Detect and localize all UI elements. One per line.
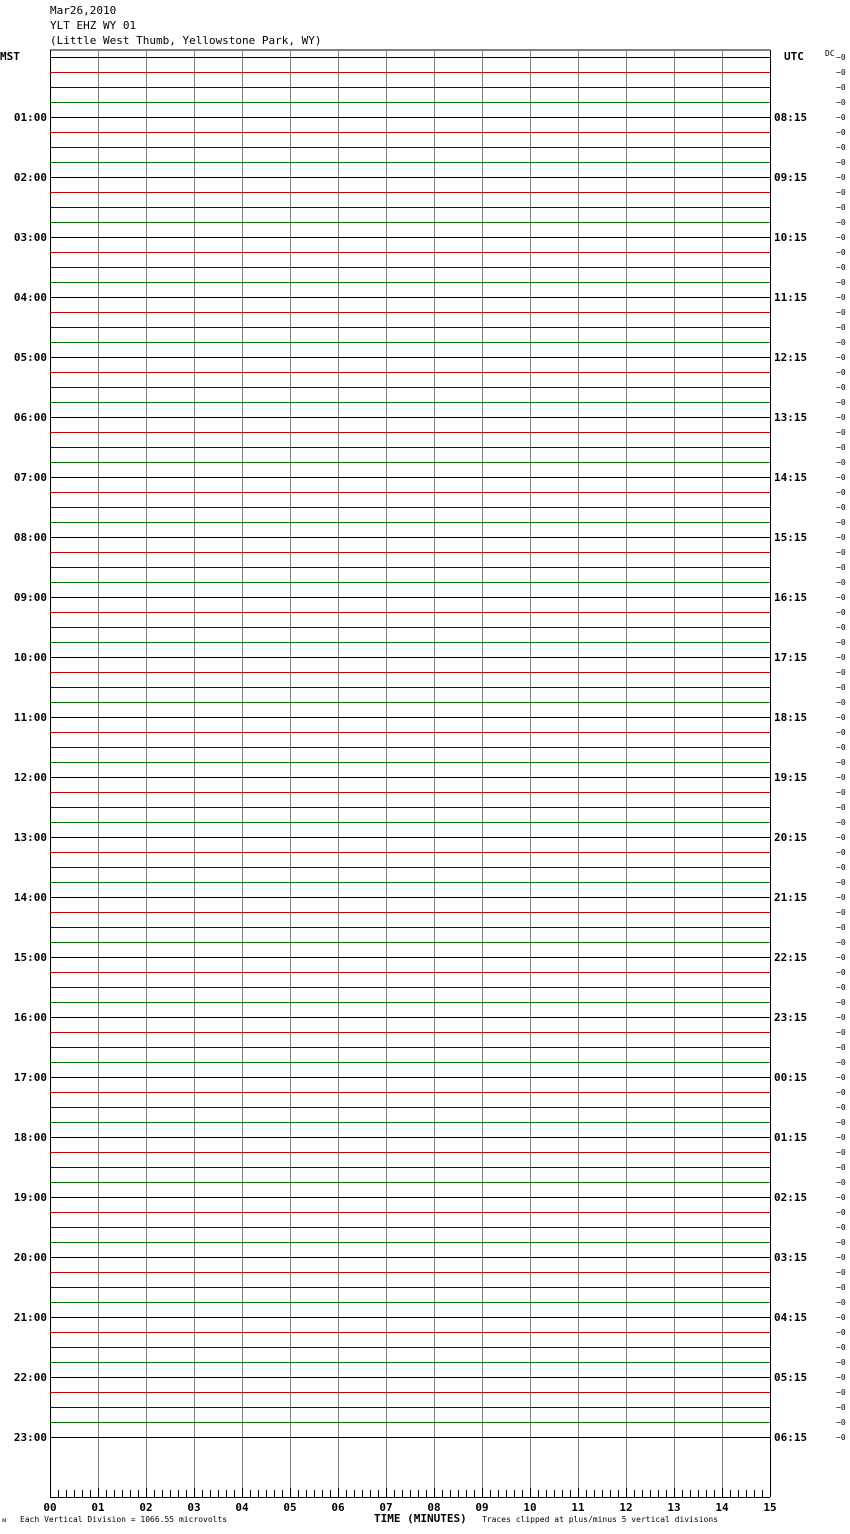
x-tick-label: 11 bbox=[571, 1501, 585, 1514]
dc-offset-value: −0 bbox=[836, 323, 846, 332]
reference-mark: ᴍ bbox=[2, 1516, 7, 1524]
left-hour-label: 11:00 bbox=[13, 711, 47, 724]
dc-offset-value: −0 bbox=[836, 233, 846, 242]
right-hour-label: 13:15 bbox=[774, 411, 808, 424]
dc-offset-value: −0 bbox=[836, 623, 846, 632]
dc-offset-value: −0 bbox=[836, 818, 846, 827]
dc-offset-header: DC bbox=[825, 49, 835, 58]
dc-offset-value: −0 bbox=[836, 833, 846, 842]
dc-offset-value: −0 bbox=[836, 653, 846, 662]
dc-offset-value: −0 bbox=[836, 503, 846, 512]
dc-offset-labels bbox=[836, 53, 846, 1442]
x-tick-label: 12 bbox=[619, 1501, 633, 1514]
right-hour-label: 00:15 bbox=[774, 1071, 808, 1084]
dc-offset-value: −0 bbox=[836, 113, 846, 122]
dc-offset-value: −0 bbox=[836, 308, 846, 317]
left-hour-label: 07:00 bbox=[13, 471, 47, 484]
dc-offset-value: −0 bbox=[836, 1028, 846, 1037]
dc-offset-value: −0 bbox=[836, 743, 846, 752]
dc-offset-value: −0 bbox=[836, 203, 846, 212]
dc-offset-value: −0 bbox=[836, 683, 846, 692]
x-tick-label: 07 bbox=[379, 1501, 393, 1514]
left-hour-label: 03:00 bbox=[13, 231, 47, 244]
right-hour-labels bbox=[774, 111, 807, 1444]
dc-offset-value: −0 bbox=[836, 1328, 846, 1337]
station-id: YLT EHZ WY 01 bbox=[50, 19, 137, 32]
dc-offset-value: −0 bbox=[836, 668, 846, 677]
dc-offset-value: −0 bbox=[836, 98, 846, 107]
dc-offset-value: −0 bbox=[836, 533, 846, 542]
dc-offset-value: −0 bbox=[836, 248, 846, 257]
left-hour-label: 09:00 bbox=[13, 591, 47, 604]
dc-offset-value: −0 bbox=[836, 893, 846, 902]
dc-offset-value: −0 bbox=[836, 563, 846, 572]
dc-offset-value: −0 bbox=[836, 293, 846, 302]
dc-offset-value: −0 bbox=[836, 488, 846, 497]
left-hour-label: 12:00 bbox=[13, 771, 47, 784]
dc-offset-value: −0 bbox=[836, 878, 846, 887]
dc-offset-value: −0 bbox=[836, 1223, 846, 1232]
x-tick-label: 15 bbox=[763, 1501, 777, 1514]
dc-offset-value: −0 bbox=[836, 1433, 846, 1442]
dc-offset-value: −0 bbox=[836, 1373, 846, 1382]
dc-offset-value: −0 bbox=[836, 1268, 846, 1277]
left-hour-label: 15:00 bbox=[13, 951, 47, 964]
station-location: (Little West Thumb, Yellowstone Park, WY) bbox=[50, 34, 322, 47]
right-hour-label: 02:15 bbox=[774, 1191, 808, 1204]
dc-offset-value: −0 bbox=[836, 1193, 846, 1202]
dc-offset-value: −0 bbox=[836, 1043, 846, 1052]
dc-offset-value: −0 bbox=[836, 158, 846, 167]
dc-offset-value: −0 bbox=[836, 728, 846, 737]
right-hour-label: 21:15 bbox=[774, 891, 808, 904]
x-tick-label: 13 bbox=[667, 1501, 681, 1514]
clipping-note: Traces clipped at plus/minus 5 vertical divisions bbox=[482, 1515, 719, 1524]
dc-offset-value: −0 bbox=[836, 1418, 846, 1427]
right-hour-label: 12:15 bbox=[774, 351, 808, 364]
dc-offset-value: −0 bbox=[836, 983, 846, 992]
right-hour-label: 11:15 bbox=[774, 291, 808, 304]
right-hour-label: 08:15 bbox=[774, 111, 808, 124]
dc-offset-value: −0 bbox=[836, 1058, 846, 1067]
right-hour-label: 04:15 bbox=[774, 1311, 808, 1324]
dc-offset-value: −0 bbox=[836, 548, 846, 557]
right-hour-label: 19:15 bbox=[774, 771, 808, 784]
dc-offset-value: −0 bbox=[836, 383, 846, 392]
left-hour-label: 01:00 bbox=[13, 111, 47, 124]
dc-offset-value: −0 bbox=[836, 398, 846, 407]
dc-offset-value: −0 bbox=[836, 923, 846, 932]
dc-offset-value: −0 bbox=[836, 1013, 846, 1022]
dc-offset-value: −0 bbox=[836, 428, 846, 437]
left-hour-label: 10:00 bbox=[13, 651, 47, 664]
left-hour-label: 13:00 bbox=[13, 831, 47, 844]
dc-offset-value: −0 bbox=[836, 353, 846, 362]
dc-offset-value: −0 bbox=[836, 1358, 846, 1367]
dc-offset-value: −0 bbox=[836, 1388, 846, 1397]
dc-offset-value: −0 bbox=[836, 188, 846, 197]
x-tick-label: 01 bbox=[91, 1501, 105, 1514]
vertical-scale-note: Each Vertical Division = 1066.55 microvolts bbox=[20, 1515, 228, 1524]
dc-offset-value: −0 bbox=[836, 128, 846, 137]
dc-offset-value: −0 bbox=[836, 998, 846, 1007]
dc-offset-value: −0 bbox=[836, 1208, 846, 1217]
dc-offset-value: −0 bbox=[836, 578, 846, 587]
right-hour-label: 01:15 bbox=[774, 1131, 808, 1144]
helicorder-date: Mar26,2010 bbox=[50, 4, 117, 17]
dc-offset-value: −0 bbox=[836, 593, 846, 602]
dc-offset-value: −0 bbox=[836, 83, 846, 92]
dc-offset-value: −0 bbox=[836, 698, 846, 707]
left-hour-label: 21:00 bbox=[13, 1311, 47, 1324]
right-hour-label: 20:15 bbox=[774, 831, 808, 844]
dc-offset-value: −0 bbox=[836, 1133, 846, 1142]
right-hour-label: 22:15 bbox=[774, 951, 808, 964]
dc-offset-value: −0 bbox=[836, 908, 846, 917]
time-axis-title: TIME (MINUTES) bbox=[374, 1512, 467, 1525]
right-timezone-label: UTC bbox=[784, 50, 804, 63]
dc-offset-value: −0 bbox=[836, 848, 846, 857]
seismic-traces bbox=[50, 58, 770, 1438]
dc-offset-value: −0 bbox=[836, 173, 846, 182]
dc-offset-value: −0 bbox=[836, 443, 846, 452]
right-hour-label: 09:15 bbox=[774, 171, 808, 184]
dc-offset-value: −0 bbox=[836, 968, 846, 977]
right-hour-label: 06:15 bbox=[774, 1431, 808, 1444]
dc-offset-value: −0 bbox=[836, 53, 846, 62]
dc-offset-value: −0 bbox=[836, 608, 846, 617]
dc-offset-value: −0 bbox=[836, 863, 846, 872]
x-tick-label: 02 bbox=[139, 1501, 153, 1514]
left-hour-label: 23:00 bbox=[13, 1431, 47, 1444]
x-tick-label: 08 bbox=[427, 1501, 441, 1514]
dc-offset-value: −0 bbox=[836, 803, 846, 812]
right-hour-label: 03:15 bbox=[774, 1251, 808, 1264]
right-hour-label: 23:15 bbox=[774, 1011, 808, 1024]
dc-offset-value: −0 bbox=[836, 1163, 846, 1172]
dc-offset-value: −0 bbox=[836, 1403, 846, 1412]
left-hour-label: 16:00 bbox=[13, 1011, 47, 1024]
left-hour-label: 14:00 bbox=[13, 891, 47, 904]
right-hour-label: 18:15 bbox=[774, 711, 808, 724]
time-axis bbox=[43, 1488, 776, 1514]
dc-offset-value: −0 bbox=[836, 1313, 846, 1322]
dc-offset-value: −0 bbox=[836, 458, 846, 467]
dc-offset-value: −0 bbox=[836, 1298, 846, 1307]
dc-offset-value: −0 bbox=[836, 773, 846, 782]
left-hour-label: 04:00 bbox=[13, 291, 47, 304]
dc-offset-value: −0 bbox=[836, 473, 846, 482]
left-hour-labels bbox=[14, 111, 47, 1444]
dc-offset-value: −0 bbox=[836, 1148, 846, 1157]
dc-offset-value: −0 bbox=[836, 338, 846, 347]
x-tick-label: 06 bbox=[331, 1501, 345, 1514]
dc-offset-value: −0 bbox=[836, 413, 846, 422]
left-hour-label: 22:00 bbox=[13, 1371, 47, 1384]
dc-offset-value: −0 bbox=[836, 938, 846, 947]
x-tick-label: 03 bbox=[187, 1501, 201, 1514]
right-hour-label: 05:15 bbox=[774, 1371, 808, 1384]
dc-offset-value: −0 bbox=[836, 218, 846, 227]
left-hour-label: 08:00 bbox=[13, 531, 47, 544]
dc-offset-value: −0 bbox=[836, 518, 846, 527]
x-tick-label: 10 bbox=[523, 1501, 537, 1514]
left-hour-label: 17:00 bbox=[13, 1071, 47, 1084]
dc-offset-value: −0 bbox=[836, 68, 846, 77]
right-hour-label: 16:15 bbox=[774, 591, 808, 604]
x-tick-label: 04 bbox=[235, 1501, 249, 1514]
dc-offset-value: −0 bbox=[836, 953, 846, 962]
left-timezone-label: MST bbox=[0, 50, 20, 63]
left-hour-label: 02:00 bbox=[13, 171, 47, 184]
x-tick-label: 00 bbox=[43, 1501, 57, 1514]
x-tick-label: 09 bbox=[475, 1501, 489, 1514]
dc-offset-value: −0 bbox=[836, 1178, 846, 1187]
dc-offset-value: −0 bbox=[836, 788, 846, 797]
dc-offset-value: −0 bbox=[836, 143, 846, 152]
right-hour-label: 17:15 bbox=[774, 651, 808, 664]
dc-offset-value: −0 bbox=[836, 638, 846, 647]
dc-offset-value: −0 bbox=[836, 278, 846, 287]
dc-offset-value: −0 bbox=[836, 1343, 846, 1352]
dc-offset-value: −0 bbox=[836, 1238, 846, 1247]
dc-offset-value: −0 bbox=[836, 368, 846, 377]
minute-gridlines bbox=[50, 50, 771, 1490]
left-hour-label: 20:00 bbox=[13, 1251, 47, 1264]
dc-offset-value: −0 bbox=[836, 263, 846, 272]
left-hour-label: 05:00 bbox=[13, 351, 47, 364]
dc-offset-value: −0 bbox=[836, 758, 846, 767]
dc-offset-value: −0 bbox=[836, 1253, 846, 1262]
dc-offset-value: −0 bbox=[836, 1088, 846, 1097]
x-tick-label: 05 bbox=[283, 1501, 297, 1514]
right-hour-label: 10:15 bbox=[774, 231, 808, 244]
dc-offset-value: −0 bbox=[836, 1118, 846, 1127]
right-hour-label: 14:15 bbox=[774, 471, 808, 484]
left-hour-label: 18:00 bbox=[13, 1131, 47, 1144]
left-hour-label: 06:00 bbox=[13, 411, 47, 424]
x-tick-label: 14 bbox=[715, 1501, 729, 1514]
dc-offset-value: −0 bbox=[836, 1103, 846, 1112]
left-hour-label: 19:00 bbox=[13, 1191, 47, 1204]
right-hour-label: 15:15 bbox=[774, 531, 808, 544]
dc-offset-value: −0 bbox=[836, 1283, 846, 1292]
dc-offset-value: −0 bbox=[836, 1073, 846, 1082]
dc-offset-value: −0 bbox=[836, 713, 846, 722]
